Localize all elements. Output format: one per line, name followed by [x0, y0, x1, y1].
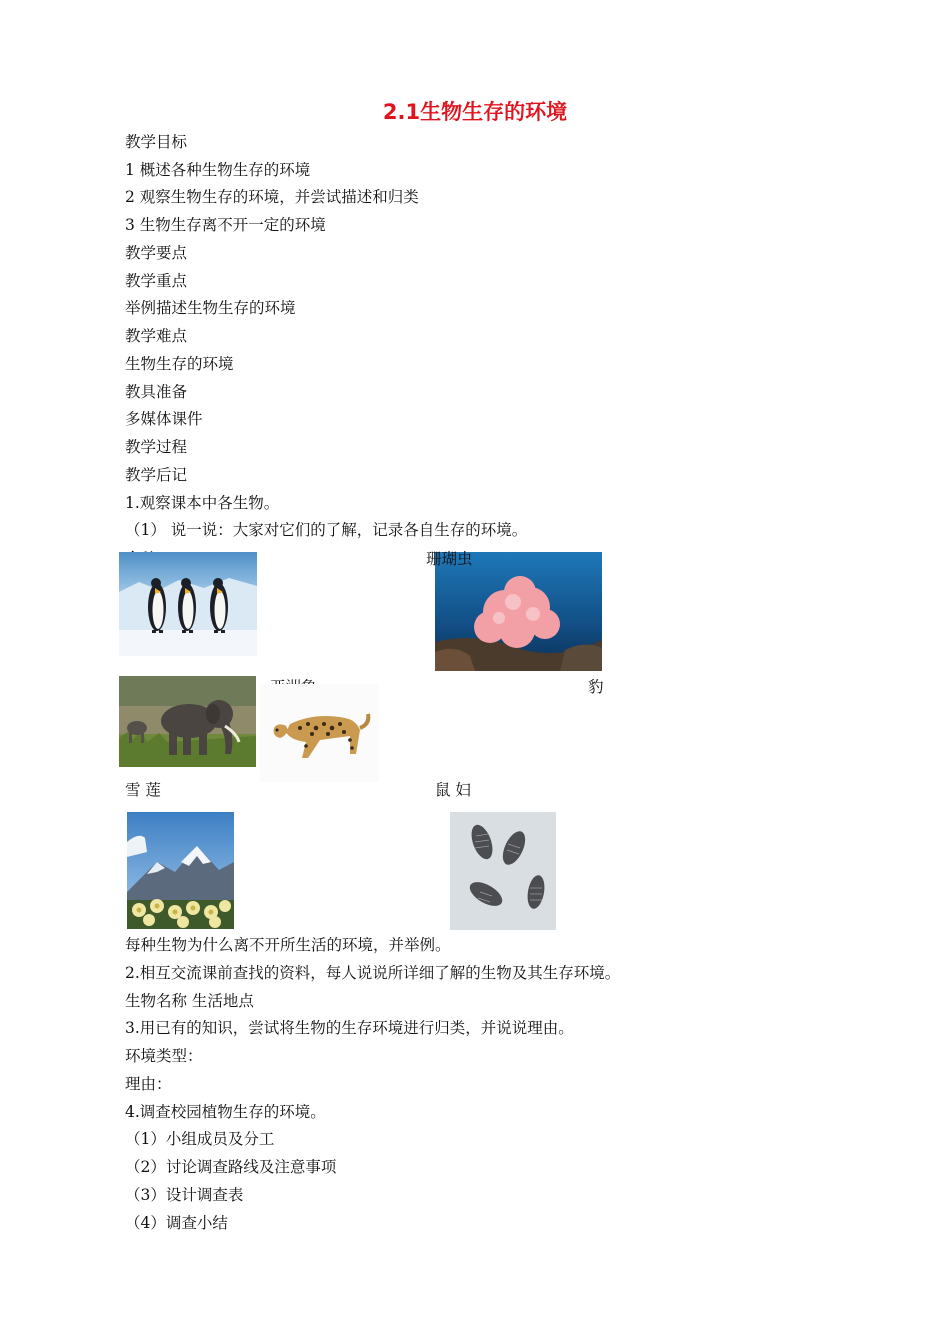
text-line: （4）调查小结 — [125, 1214, 228, 1232]
text-line: 举例描述生物生存的环境 — [125, 299, 296, 317]
text-line: 环境类型： — [125, 1047, 203, 1065]
text-line: 3.用已有的知识，尝试将生物的生存环境进行归类，并说说理由。 — [125, 1019, 574, 1037]
document-title: 2.1生物生存的环境 — [382, 100, 568, 124]
text-line: 多媒体课件 — [125, 410, 203, 428]
snow-lotus-photo — [127, 812, 234, 929]
text-line: 每种生物为什么离不开所生活的环境，并举例。 — [125, 936, 451, 954]
text-line: 教学过程 — [125, 438, 188, 456]
text-line: 1.观察课本中各生物。 — [125, 494, 280, 512]
text-line: 2.相互交流课前查找的资料，每人说说所详细了解的生物及其生存环境。 — [125, 964, 621, 982]
text-line: （3）设计调查表 — [125, 1186, 244, 1204]
woodlouse-photo — [450, 812, 556, 930]
text-line: 生物名称 生活地点 — [125, 992, 254, 1010]
coral-photo — [435, 552, 602, 671]
label-leopard: 豹 — [588, 678, 604, 696]
text-line: 4.调查校园植物生存的环境。 — [125, 1103, 326, 1121]
text-line: 生物生存的环境 — [125, 355, 234, 373]
text-line: （1） 说一说：大家对它们的了解，记录各自生存的环境。 — [125, 521, 528, 539]
text-line: 教学重点 — [125, 272, 188, 290]
text-line: 3 生物生存离不开一定的环境 — [125, 216, 326, 234]
text-line: 2 观察生物生存的环境，并尝试描述和归类 — [125, 188, 419, 206]
leopard-photo — [260, 684, 379, 782]
text-line: （2）讨论调查路线及注意事项 — [125, 1158, 337, 1176]
text-line: （1）小组成员及分工 — [125, 1130, 275, 1148]
text-line: 教学目标 — [125, 133, 188, 151]
label-coral: 珊瑚虫 — [426, 550, 473, 568]
label-woodlouse: 鼠 妇 — [435, 781, 471, 799]
elephant-photo — [119, 676, 256, 767]
text-line: 1 概述各种生物生存的环境 — [125, 161, 311, 179]
text-line: 教具准备 — [125, 383, 188, 401]
label-snow-lotus: 雪 莲 — [125, 781, 161, 799]
text-line: 教学要点 — [125, 244, 188, 262]
text-line: 理由： — [125, 1075, 172, 1093]
text-line: 教学难点 — [125, 327, 188, 345]
penguins-photo — [119, 552, 257, 656]
text-line: 教学后记 — [125, 466, 188, 484]
